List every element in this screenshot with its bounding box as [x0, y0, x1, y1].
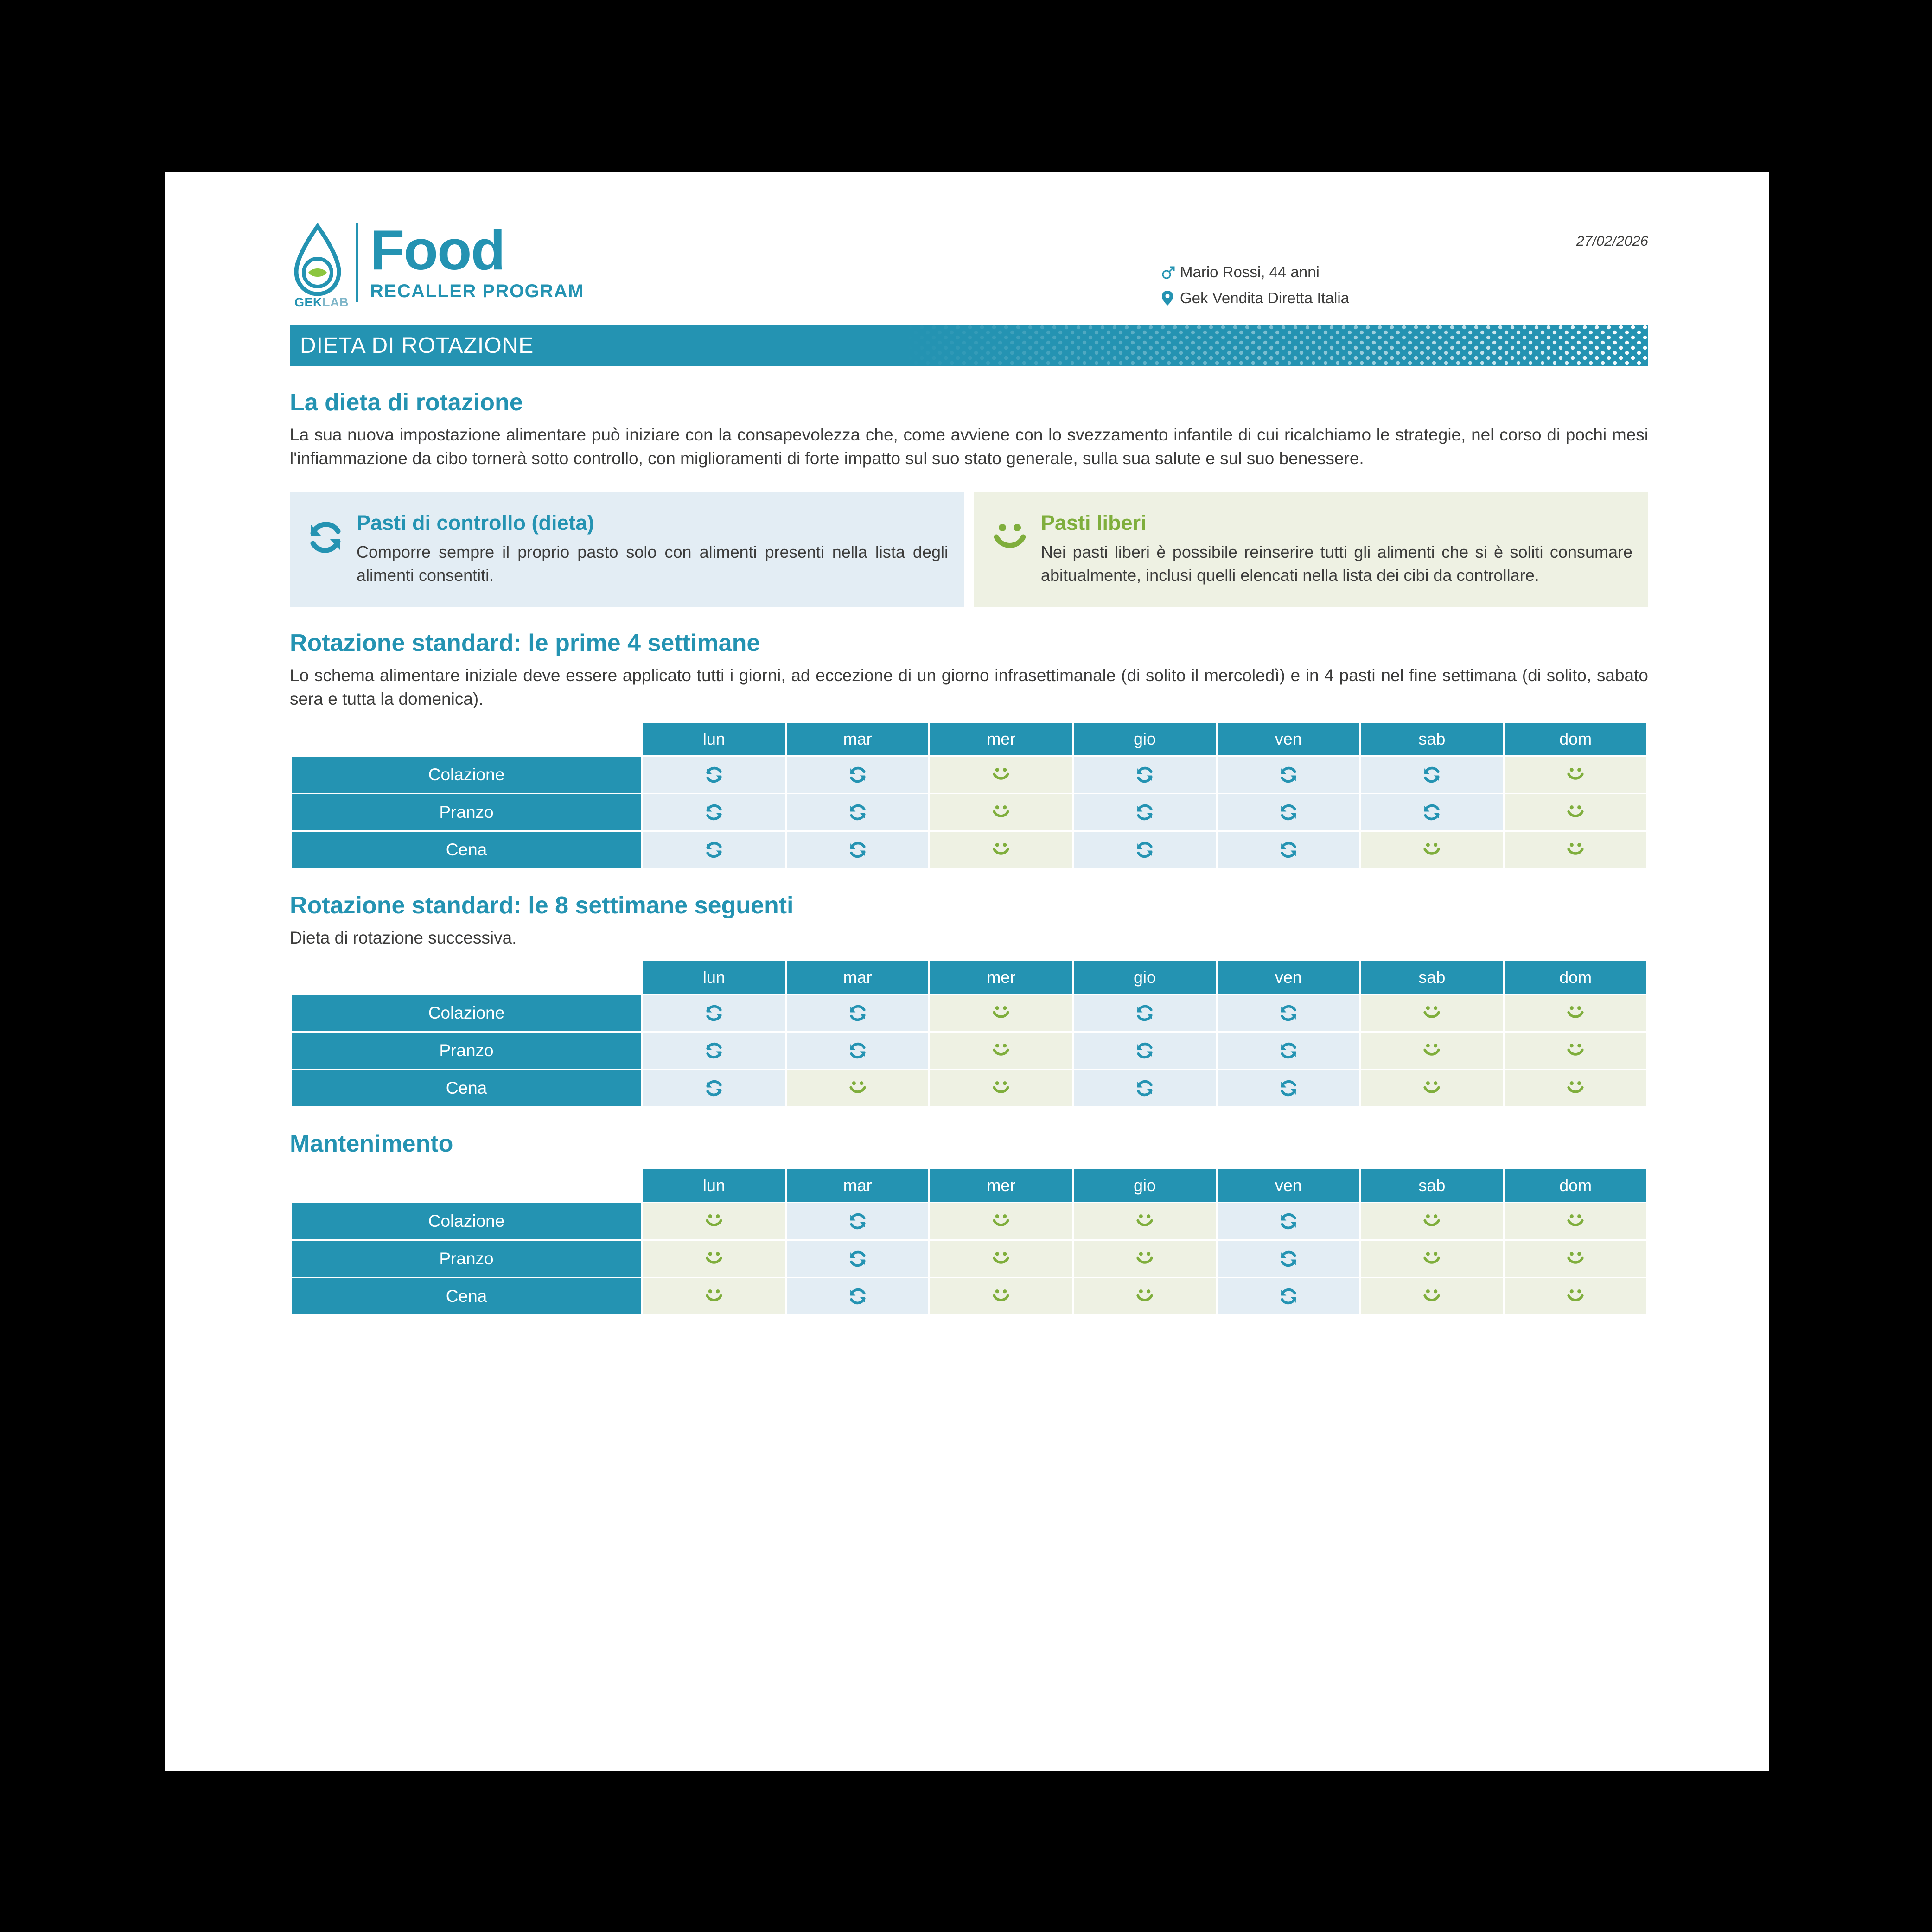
- halftone-dots-decoration: [906, 325, 1648, 366]
- document-page: [165, 172, 1769, 1771]
- day-header: ven: [1218, 961, 1359, 994]
- meal-cell-libero: [930, 1203, 1072, 1239]
- meal-label: Colazione: [292, 995, 641, 1031]
- table-row: [292, 1203, 1646, 1239]
- meal-cell-libero: [1505, 832, 1646, 868]
- meal-type-cards: [290, 492, 1648, 607]
- table-corner: [292, 961, 641, 994]
- meal-cell-dieta: [1074, 794, 1216, 830]
- meal-cell-libero: [1505, 1278, 1646, 1314]
- day-header: mer: [930, 961, 1072, 994]
- card-body: [357, 511, 948, 587]
- meal-cell-libero: [1361, 1241, 1503, 1277]
- day-header: lun: [643, 1169, 785, 1202]
- patient-name: Mario Rossi, 44 anni: [1180, 263, 1320, 281]
- meal-cell-dieta: [787, 1278, 929, 1314]
- day-header: mer: [930, 723, 1072, 755]
- meal-cell-libero: [1361, 1278, 1503, 1314]
- meal-label: Colazione: [292, 1203, 641, 1239]
- meal-cell-libero: [787, 1070, 929, 1106]
- day-header: ven: [1218, 723, 1359, 755]
- meal-cell-dieta: [1218, 1278, 1359, 1314]
- meal-cell-libero: [930, 832, 1072, 868]
- meal-label: Pranzo: [292, 1241, 641, 1277]
- card-pasti-controllo: [290, 492, 964, 607]
- meal-cell-libero: [1361, 995, 1503, 1031]
- product-title: Food: [370, 218, 505, 281]
- intro-heading: La dieta di rotazione: [290, 389, 523, 416]
- meal-cell-libero: [1361, 832, 1503, 868]
- table-corner: [292, 1169, 641, 1202]
- meal-cell-libero: [643, 1278, 785, 1314]
- meal-label: Pranzo: [292, 794, 641, 830]
- report-date: 27/02/2026: [1576, 233, 1648, 249]
- card-title: Pasti liberi: [1041, 511, 1147, 535]
- meal-cell-dieta: [1218, 1203, 1359, 1239]
- meal-cell-dieta: [787, 1203, 929, 1239]
- meal-cell-libero: [930, 1033, 1072, 1069]
- rotation-arrows-icon: [306, 511, 357, 587]
- location-pin-icon: [1161, 290, 1180, 306]
- meal-cell-dieta: [1218, 1070, 1359, 1106]
- table-row: [292, 1033, 1646, 1069]
- meal-cell-dieta: [1361, 757, 1503, 793]
- meal-cell-dieta: [1361, 794, 1503, 830]
- day-header: mar: [787, 723, 929, 755]
- table-row: [292, 1241, 1646, 1277]
- meal-cell-dieta: [1074, 1070, 1216, 1106]
- meal-cell-dieta: [1218, 832, 1359, 868]
- card-body: [1041, 511, 1632, 587]
- meal-cell-libero: [1361, 1033, 1503, 1069]
- meal-cell-libero: [1361, 1203, 1503, 1239]
- meal-cell-dieta: [643, 1033, 785, 1069]
- meal-cell-libero: [930, 1278, 1072, 1314]
- document-header: [290, 209, 1648, 325]
- brand-logo: [290, 218, 584, 310]
- meal-cell-dieta: [643, 995, 785, 1031]
- meal-cell-libero: [1505, 1033, 1646, 1069]
- meal-cell-libero: [930, 794, 1072, 830]
- meal-cell-dieta: [643, 794, 785, 830]
- day-header: lun: [643, 961, 785, 994]
- meal-cell-libero: [930, 1241, 1072, 1277]
- meal-cell-libero: [1361, 1070, 1503, 1106]
- day-header: mer: [930, 1169, 1072, 1202]
- meal-cell-dieta: [1074, 832, 1216, 868]
- section-title: DIETA DI ROTAZIONE: [300, 333, 534, 358]
- product-name: [356, 218, 584, 302]
- meal-label: Pranzo: [292, 1033, 641, 1069]
- meal-cell-libero: [1074, 1278, 1216, 1314]
- day-header: sab: [1361, 1169, 1503, 1202]
- day-header: sab: [1361, 961, 1503, 994]
- meal-cell-libero: [643, 1203, 785, 1239]
- male-icon: [1161, 265, 1180, 280]
- section-text: Dieta di rotazione successiva.: [290, 928, 517, 947]
- meal-cell-libero: [1074, 1203, 1216, 1239]
- meal-cell-dieta: [787, 757, 929, 793]
- meal-cell-dieta: [1218, 1241, 1359, 1277]
- clinic-name: Gek Vendita Diretta Italia: [1180, 289, 1350, 306]
- section-text: Lo schema alimentare iniziale deve essere applicato tutti i giorni, ad eccezione di un giorno infrasettimanale (di solito il mercoledì) e in 4 pasti nel fine settimana (di solito, sabato sera e tutta la domenica).: [290, 666, 1648, 709]
- card-text: Nei pasti liberi è possibile reinserire tutti gli alimenti che si è soliti consumare abitualmente, inclusi quelli elencati nella lista dei cibi da controllare.: [1041, 542, 1632, 585]
- meal-cell-libero: [1505, 995, 1646, 1031]
- meal-cell-dieta: [787, 794, 929, 830]
- meal-cell-libero: [930, 757, 1072, 793]
- meal-label: Colazione: [292, 757, 641, 793]
- geklab-drop-icon: [290, 223, 349, 310]
- section-titlebar: [290, 325, 1648, 366]
- day-header: mar: [787, 1169, 929, 1202]
- day-header: dom: [1505, 723, 1646, 755]
- meal-cell-libero: [1074, 1241, 1216, 1277]
- meal-cell-dieta: [1074, 995, 1216, 1031]
- table-row: [292, 832, 1646, 868]
- day-header: sab: [1361, 723, 1503, 755]
- meal-cell-dieta: [787, 1033, 929, 1069]
- meal-cell-dieta: [787, 1241, 929, 1277]
- table-corner: [292, 723, 641, 755]
- day-header: dom: [1505, 961, 1646, 994]
- patient-name-line: [1161, 263, 1349, 281]
- meal-cell-dieta: [1218, 1033, 1359, 1069]
- table-row: [292, 1278, 1646, 1314]
- day-header: gio: [1074, 723, 1216, 755]
- card-text: Comporre sempre il proprio pasto solo con alimenti presenti nella lista degli alimenti consentiti.: [357, 542, 948, 585]
- meal-cell-dieta: [1218, 995, 1359, 1031]
- section-heading: Rotazione standard: le 8 settimane seguenti: [290, 892, 794, 919]
- meal-cell-dieta: [643, 757, 785, 793]
- intro-text: La sua nuova impostazione alimentare può iniziare con la consapevolezza che, come avviene con lo svezzamento infantile di cui ricalchiamo le strategie, nel corso di pochi mesi l'infiammazione da cibo tornerà sotto controllo, con miglioramenti di forte impatto sul suo stato generale, sulla sua salute e sul suo benessere.: [290, 425, 1648, 468]
- meal-cell-dieta: [1074, 757, 1216, 793]
- table-row: [292, 757, 1646, 793]
- table-row: [292, 995, 1646, 1031]
- meal-label: Cena: [292, 1070, 641, 1106]
- meal-label: Cena: [292, 832, 641, 868]
- meal-cell-dieta: [643, 1070, 785, 1106]
- meal-cell-dieta: [1218, 794, 1359, 830]
- day-header: mar: [787, 961, 929, 994]
- product-subtitle: RECALLER PROGRAM: [370, 281, 584, 301]
- rotation-table: [290, 1168, 1648, 1316]
- section-heading: Rotazione standard: le prime 4 settimane: [290, 630, 760, 657]
- meal-cell-libero: [930, 1070, 1072, 1106]
- card-pasti-liberi: [974, 492, 1648, 607]
- rotation-table: [290, 960, 1648, 1108]
- page-content: [290, 209, 1648, 1316]
- meal-cell-libero: [1505, 1203, 1646, 1239]
- smiley-face-icon: [990, 511, 1041, 587]
- patient-info: [1161, 263, 1349, 315]
- table-row: [292, 1070, 1646, 1106]
- day-header: ven: [1218, 1169, 1359, 1202]
- meal-cell-dieta: [1074, 1033, 1216, 1069]
- table-row: [292, 794, 1646, 830]
- rotation-sections: [290, 629, 1648, 1315]
- meal-cell-dieta: [787, 832, 929, 868]
- clinic-line: [1161, 289, 1349, 307]
- meal-cell-dieta: [643, 832, 785, 868]
- meal-cell-libero: [1505, 1070, 1646, 1106]
- meal-cell-libero: [643, 1241, 785, 1277]
- meal-cell-libero: [1505, 1241, 1646, 1277]
- meal-cell-libero: [930, 995, 1072, 1031]
- day-header: lun: [643, 723, 785, 755]
- day-header: gio: [1074, 961, 1216, 994]
- meal-cell-dieta: [787, 995, 929, 1031]
- day-header: dom: [1505, 1169, 1646, 1202]
- meal-label: Cena: [292, 1278, 641, 1314]
- meal-cell-libero: [1505, 757, 1646, 793]
- rotation-table: [290, 721, 1648, 869]
- meal-cell-dieta: [1218, 757, 1359, 793]
- geklab-wordmark: GEKLAB: [294, 295, 349, 310]
- meal-cell-libero: [1505, 794, 1646, 830]
- card-title: Pasti di controllo (dieta): [357, 511, 594, 535]
- day-header: gio: [1074, 1169, 1216, 1202]
- section-heading: Mantenimento: [290, 1130, 453, 1157]
